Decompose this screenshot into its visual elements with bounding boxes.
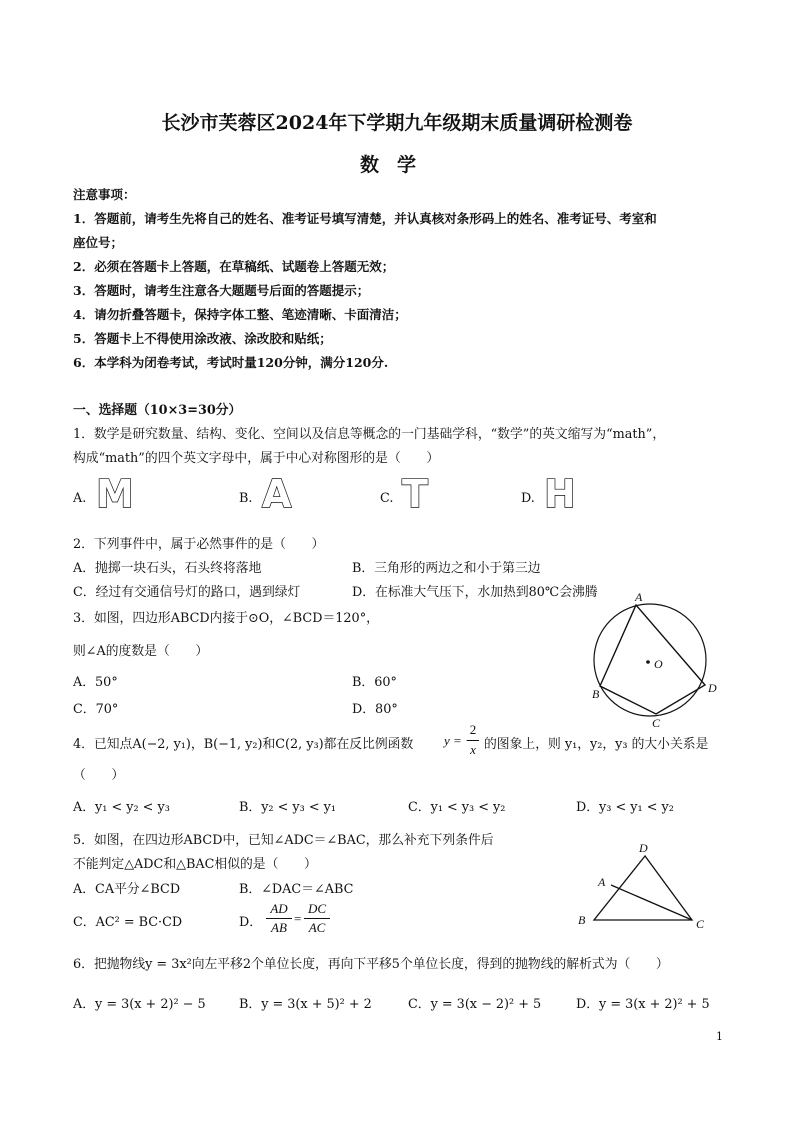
q4-stem-a: 4．已知点A(−2, y₁)，B(−1, y₂)和C(2, y₃)都在反比例函数 (73, 737, 414, 752)
q4-stem-b: 的图象上，则 y₁，y₂，y₃ 的大小关系是 (484, 737, 709, 752)
q3-option-c: C．70° (73, 702, 119, 717)
label-a: A (598, 875, 606, 889)
q4-func-lhs: y = − (444, 733, 474, 748)
q4-option-a: A．y₁ < y₂ < y₃ (73, 800, 170, 815)
q1-option-a-label: A. (73, 491, 87, 506)
q5-stem-line2: 不能判定△ADC和△BAC相似的是（ ） (73, 857, 317, 872)
q6-stem: 6．把抛物线y = 3x²向左平移2个单位长度，再向下平移5个单位长度，得到的抛物线的解析式为（ ） (73, 957, 669, 972)
q4-func-denominator: x (470, 742, 476, 757)
q1-stem-line1: 1．数学是研究数量、结构、变化、空间以及信息等概念的一门基础学科，“数学”的英文缩写为“math”， (73, 427, 666, 442)
q5-option-c: C．AC² = BC·CD (73, 915, 183, 930)
q3-option-a: A．50° (73, 675, 118, 690)
q1-option-a-letter: M (96, 472, 134, 516)
triangle-dbc (594, 856, 692, 920)
q4-fraction-bar (467, 740, 479, 741)
note-item: 3．答题时，请考生注意各大题题号后面的答题提示； (73, 283, 370, 298)
q5-stem-line1: 5．如图，在四边形ABCD中，已知∠ADC＝∠BAC，那么补充下列条件后 (73, 833, 494, 848)
q2-option-d: D．在标准大气压下，水加热到80℃会沸腾 (352, 585, 598, 600)
page-number: 1 (716, 1030, 723, 1043)
q1-option-d-letter: H (544, 472, 576, 516)
q3-stem-line1: 3．如图，四边形ABCD内接于⊙O，∠BCD＝120°， (73, 611, 379, 626)
q5-d-numerator-1: AD (270, 901, 288, 916)
label-c: C (696, 917, 705, 931)
q2-option-a: A．抛掷一块石头，石头终将落地 (73, 561, 262, 576)
section-heading: 一、选择题（10×3=30分） (73, 403, 242, 418)
q3-figure (590, 590, 720, 730)
subject-title: 数学 (359, 154, 434, 176)
q1-option-b-letter: A (262, 472, 292, 516)
exam-title: 长沙市芙蓉区2024年下学期九年级期末质量调研检测卷 (161, 112, 633, 134)
q4-func-numerator: 2 (469, 722, 477, 737)
label-d: D (708, 681, 717, 695)
q5-d-denominator-1: AB (271, 920, 287, 935)
q5-d-fraction-bar-1 (266, 918, 292, 919)
q1-option-b-label: B. (239, 491, 253, 506)
q4-option-c: C．y₁ < y₃ < y₂ (408, 800, 506, 815)
label-b: B (578, 913, 586, 927)
q4-option-d: D．y₃ < y₁ < y₂ (576, 800, 674, 815)
q1-option-c-label: C. (380, 491, 394, 506)
q3-stem-line2: 则∠A的度数是（ ） (73, 644, 209, 659)
q5-option-d-label: D． (239, 915, 263, 930)
center-point (646, 660, 650, 664)
q5-d-fraction-bar-2 (304, 918, 330, 919)
quadrilateral-abcd (600, 605, 705, 714)
q2-option-c: C．经过有交通信号灯的路口，遇到绿灯 (73, 585, 301, 600)
q1-option-d-label: D. (521, 491, 535, 506)
note-item: 4．请勿折叠答题卡，保持字体工整、笔迹清晰、卡面清洁； (73, 307, 407, 322)
q5-d-numerator-2: DC (307, 901, 327, 916)
q6-option-c: C．y = 3(x − 2)² + 5 (408, 997, 542, 1012)
q4-stem-c: （ ） (73, 768, 125, 783)
label-d: D (639, 841, 648, 855)
q2-option-b: B．三角形的两边之和小于第三边 (352, 561, 541, 576)
note-item: 5．答题卡上不得使用涂改液、涂改胶和贴纸； (73, 331, 332, 346)
q3-option-b: B．60° (352, 675, 397, 690)
note-item: 2．必须在答题卡上答题，在草稿纸、试题卷上答题无效； (73, 259, 395, 274)
q6-option-d: D．y = 3(x + 2)² + 5 (576, 997, 710, 1012)
note-item: 6．本学科为闭卷考试，考试时量120分钟，满分120分. (73, 355, 389, 370)
q1-stem-line2: 构成“math”的四个英文字母中，属于中心对称图形的是（ ） (73, 451, 440, 466)
q5-d-equals: = (294, 911, 302, 926)
note-item: 座位号； (73, 235, 124, 250)
q5-option-a: A．CA平分∠BCD (73, 882, 181, 897)
q5-d-denominator-2: AC (308, 920, 326, 935)
q6-option-b: B．y = 3(x + 5)² + 2 (239, 997, 372, 1012)
label-c: C (652, 716, 661, 730)
q6-option-a: A．y = 3(x + 2)² − 5 (73, 997, 206, 1012)
notes-heading: 注意事项： (73, 187, 136, 202)
q5-figure (572, 838, 712, 934)
q1-option-c-letter: T (402, 472, 428, 516)
label-a: A (635, 590, 643, 604)
label-b: B (592, 687, 600, 701)
label-o: O (654, 657, 663, 671)
note-item: 1．答题前，请考生先将自己的姓名、准考证号填写清楚，并认真核对条形码上的姓名、准考证号、考室和 (73, 211, 657, 226)
q3-option-d: D．80° (352, 702, 398, 717)
q5-option-b: B．∠DAC＝∠ABC (239, 882, 354, 897)
q4-option-b: B．y₂ < y₃ < y₁ (239, 800, 336, 815)
q2-stem: 2．下列事件中，属于必然事件的是（ ） (73, 537, 325, 552)
